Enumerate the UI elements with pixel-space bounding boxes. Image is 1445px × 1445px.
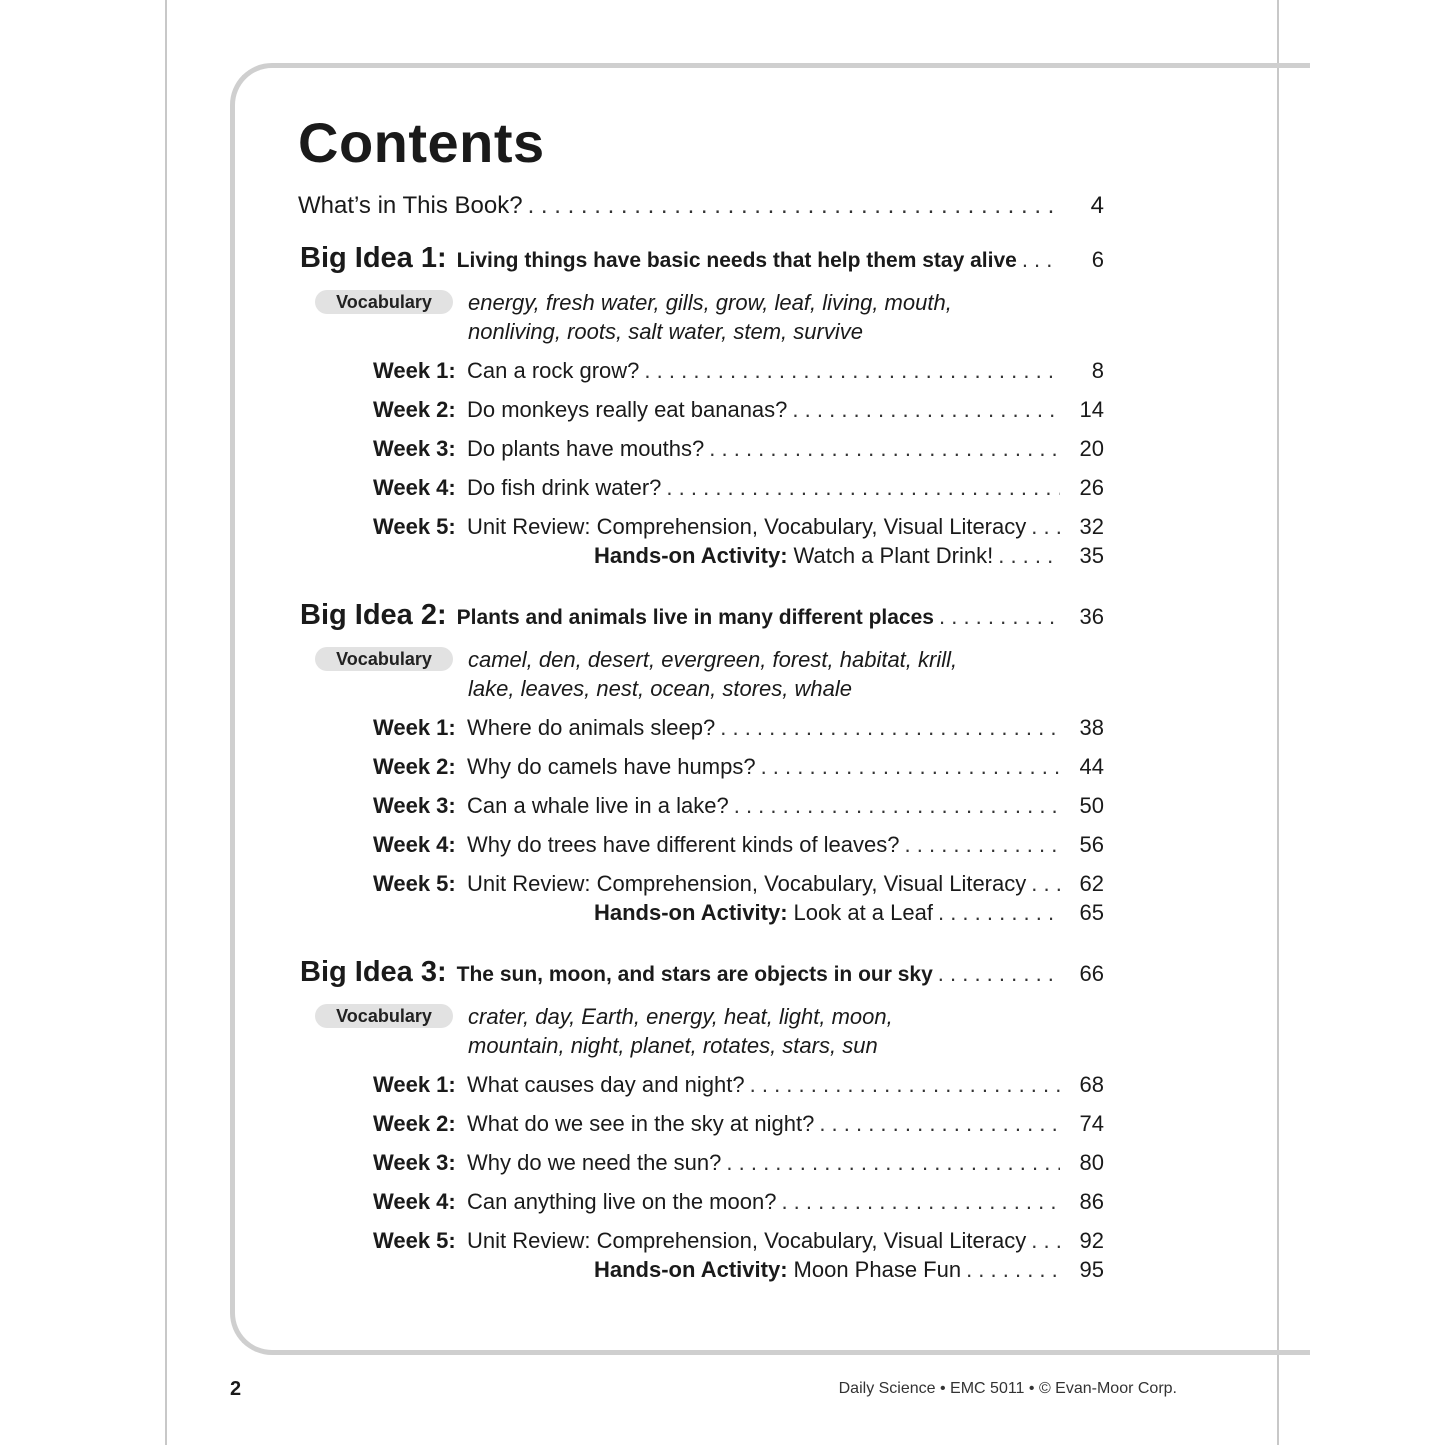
dot-leader [998,543,1060,569]
vocabulary-badge: Vocabulary [315,647,453,671]
week-label: Week 3: [373,1150,456,1175]
toc-page-number: 4 [1090,192,1104,219]
week-title: Why do trees have different kinds of leaves? [467,832,900,857]
week-entry[interactable] [373,397,1104,423]
week-title: Do fish drink water? [467,475,662,500]
week-title: What do we see in the sky at night? [467,1111,815,1136]
week-label: Week 1: [373,715,456,740]
vocabulary-words [468,1002,1028,1060]
page-edge-left [165,0,167,1445]
big-idea-text: Living things have basic needs that help them stay alive [456,249,1017,272]
week-entry[interactable] [373,793,1104,819]
week-label: Week 2: [373,397,456,422]
big-idea-2-entry[interactable] [300,599,1104,632]
week-entry[interactable] [373,1111,1104,1137]
dot-leader [528,192,1060,220]
vocabulary-words [468,645,1028,703]
dot-leader [1031,871,1060,897]
toc-page-number: 62 [1079,871,1104,896]
hands-on-title: Moon Phase Fun [793,1257,962,1282]
week-label: Week 2: [373,1111,456,1136]
week-title: Unit Review: Comprehension, Vocabulary, Visual Literacy [467,514,1027,539]
big-idea-text: The sun, moon, and stars are objects in our sky [456,963,933,986]
week-entry[interactable] [373,358,1104,384]
dot-leader [761,754,1060,780]
big-idea-label: Big Idea 3: [300,956,447,988]
toc-page-number: 74 [1079,1111,1104,1136]
dot-leader [750,1072,1060,1098]
vocabulary-words [468,288,1028,346]
week-label: Week 5: [373,1228,456,1253]
toc-page-number: 14 [1079,397,1104,422]
week-label: Week 4: [373,475,456,500]
toc-page-number: 66 [1079,961,1104,986]
dot-leader [1031,1228,1060,1254]
toc-page-number: 92 [1079,1228,1104,1253]
week-label: Week 4: [373,832,456,857]
vocabulary-badge: Vocabulary [315,290,453,314]
hands-on-title: Watch a Plant Drink! [793,543,994,568]
week-title: What causes day and night? [467,1072,745,1097]
toc-page-number: 26 [1079,475,1104,500]
toc-page-number: 38 [1079,715,1104,740]
toc-page-number: 6 [1091,247,1104,272]
week-entry[interactable] [373,436,1104,462]
vocabulary-badge: Vocabulary [315,1004,453,1028]
week-title: Where do animals sleep? [467,715,716,740]
week-entry[interactable] [373,514,1104,540]
big-idea-1-entry[interactable] [300,242,1104,275]
toc-page-number: 65 [1079,900,1104,925]
week-label: Week 4: [373,1189,456,1214]
week-entry[interactable] [373,1189,1104,1215]
week-entry[interactable] [373,871,1104,897]
dot-leader [938,961,1060,987]
dot-leader [734,793,1060,819]
week-label: Week 5: [373,514,456,539]
vocabulary-line: energy, fresh water, gills, grow, leaf, living, mouth, [468,290,952,315]
toc-page-number: 20 [1079,436,1104,461]
week-title: Why do camels have humps? [467,754,756,779]
hands-on-entry[interactable] [594,1257,1104,1283]
week-entry[interactable] [373,475,1104,501]
toc-page-number: 50 [1079,793,1104,818]
vocabulary-line: nonliving, roots, salt water, stem, survive [468,319,863,344]
toc-entry-text: What’s in This Book? [298,192,523,219]
toc-page-number: 36 [1079,604,1104,629]
vocabulary-line: mountain, night, planet, rotates, stars, sun [468,1033,878,1058]
dot-leader [819,1111,1060,1137]
week-title: Can anything live on the moon? [467,1189,777,1214]
hands-on-title: Look at a Leaf [793,900,933,925]
big-idea-text: Plants and animals live in many different places [456,606,934,629]
toc-entry-intro[interactable] [298,192,1104,220]
vocabulary-line: crater, day, Earth, energy, heat, light, moon, [468,1004,893,1029]
vocabulary-line: camel, den, desert, evergreen, forest, habitat, krill, [468,647,958,672]
week-label: Week 1: [373,358,456,383]
toc-page-number: 56 [1079,832,1104,857]
hands-on-label: Hands-on Activity: [594,543,788,568]
toc-page-number: 80 [1079,1150,1104,1175]
dot-leader [792,397,1060,423]
dot-leader [709,436,1060,462]
dot-leader [966,1257,1060,1283]
toc-page-number: 32 [1079,514,1104,539]
week-title: Can a whale live in a lake? [467,793,729,818]
week-label: Week 3: [373,436,456,461]
toc-page-number: 35 [1079,543,1104,568]
toc-page-number: 44 [1079,754,1104,779]
page-title: Contents [298,111,545,174]
dot-leader [1022,247,1060,273]
footer-page-number: 2 [230,1378,242,1400]
dot-leader [781,1189,1060,1215]
hands-on-label: Hands-on Activity: [594,900,788,925]
footer-credit: Daily Science • EMC 5011 • © Evan-Moor Corp. [838,1380,1177,1397]
week-title: Can a rock grow? [467,358,640,383]
big-idea-label: Big Idea 1: [300,242,447,274]
week-title: Do monkeys really eat bananas? [467,397,788,422]
dot-leader [644,358,1060,384]
dot-leader [1031,514,1060,540]
week-label: Week 3: [373,793,456,818]
toc-page-number: 86 [1079,1189,1104,1214]
dot-leader [938,900,1060,926]
big-idea-3-entry[interactable] [300,956,1104,989]
dot-leader [666,475,1060,501]
hands-on-entry[interactable] [594,900,1104,926]
big-idea-label: Big Idea 2: [300,599,447,631]
toc-page-number: 68 [1079,1072,1104,1097]
hands-on-label: Hands-on Activity: [594,1257,788,1282]
week-title: Why do we need the sun? [467,1150,722,1175]
week-entry[interactable] [373,1228,1104,1254]
week-entry[interactable] [373,715,1104,741]
dot-leader [905,832,1060,858]
week-title: Unit Review: Comprehension, Vocabulary, Visual Literacy [467,871,1027,896]
week-title: Unit Review: Comprehension, Vocabulary, Visual Literacy [467,1228,1027,1253]
dot-leader [726,1150,1060,1176]
week-entry[interactable] [373,1150,1104,1176]
dot-leader [720,715,1060,741]
toc-page-number: 95 [1079,1257,1104,1282]
week-label: Week 1: [373,1072,456,1097]
week-label: Week 2: [373,754,456,779]
week-entry[interactable] [373,754,1104,780]
week-title: Do plants have mouths? [467,436,705,461]
hands-on-entry[interactable] [594,543,1104,569]
week-label: Week 5: [373,871,456,896]
week-entry[interactable] [373,1072,1104,1098]
vocabulary-line: lake, leaves, nest, ocean, stores, whale [468,676,852,701]
dot-leader [939,604,1060,630]
toc-page-number: 8 [1091,358,1104,383]
week-entry[interactable] [373,832,1104,858]
